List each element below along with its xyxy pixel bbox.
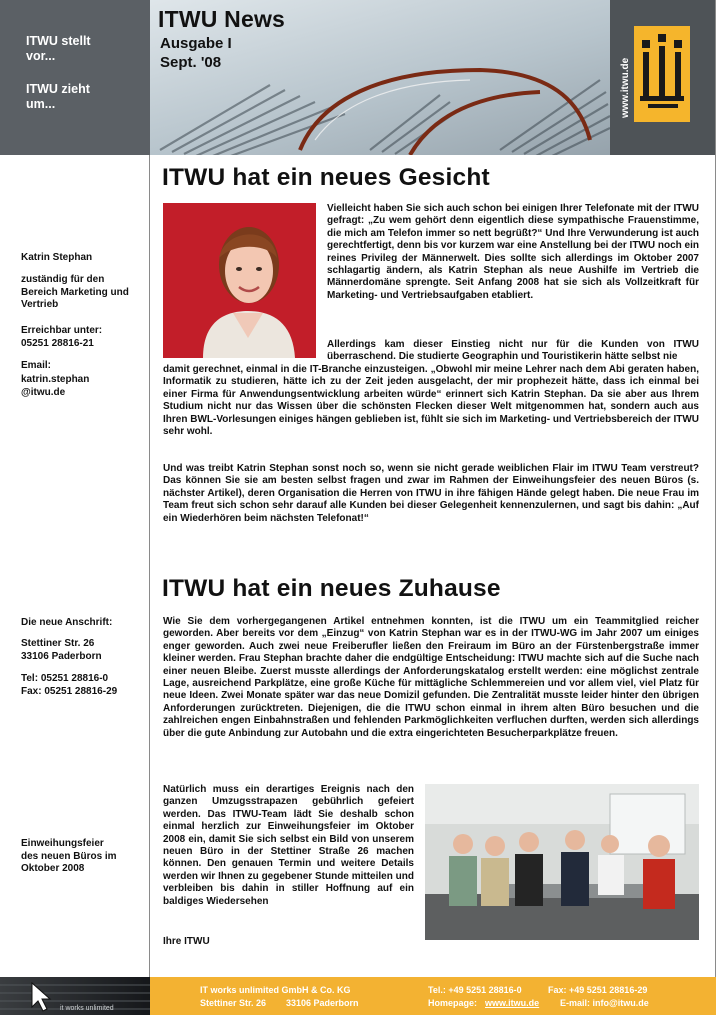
footer-homepage-link[interactable]: www.itwu.de bbox=[485, 998, 540, 1008]
address-tel: Tel: 05251 28816-0 bbox=[21, 673, 109, 684]
article1-title: ITWU hat ein neues Gesicht bbox=[162, 164, 490, 191]
footer-brand-area bbox=[0, 977, 150, 1015]
portrait-illustration bbox=[163, 203, 316, 358]
teaser-itwu-zieht-um: ITWU zieht um... bbox=[26, 82, 90, 111]
footer-contact-bar bbox=[150, 977, 716, 1015]
footer-email[interactable]: E-mail: info@itwu.de bbox=[560, 998, 649, 1008]
article1-paragraph-2a: Allerdings kam dieser Einstieg nicht nur für die Kunden von ITWU überraschend. Die studierte Geographin und Touristikerin hätte selbst nie bbox=[327, 339, 699, 363]
article1-paragraph-3: Und was treibt Katrin Stephan sonst noch so, wenn sie nicht gerade weiblichen Flair im ITWU Team verstreut? Das können Sie sie am besten selbst fragen und zwar im Rahmen der Einweihungsfeier des neuen Büros (s. nächster Artikel), deren Organisation die Herren von ITWU in ihre fähigen Hände gelegt haben. Die neue Frau im Team freut sich schon sehr darauf alle Kunden bei dieser Gelegenheit kennenzulernen, und sagt bis dahin: „Auf ein Wiederhören beim nächsten Telefonat!“ bbox=[163, 463, 699, 524]
article2-paragraph-2: Natürlich muss ein derartiges Ereignis nach den ganzen Umzugsstrapazen gebührlich gefeiert werden. Das ITWU-Team lädt Sie deshalb schon einmal herzlich zur Einweihungsfeier im Oktober 2008 ein, damit Sie sich selbst ein Bild von unserem neuen Büro in der Stettiner Straße 26 machen können. Den genauen Termin und weitere Details werden wir Ihnen zu gegebener Stunde mitteilen und verbleiben bis dahin in stiller Hoffnung auf ein baldiges Wiedersehen bbox=[163, 784, 414, 907]
contact-phone: 05251 28816-21 bbox=[21, 338, 94, 349]
article2-title: ITWU hat ein neues Zuhause bbox=[162, 575, 501, 602]
footer-fax: Fax: +49 5251 28816-29 bbox=[548, 985, 648, 995]
contact-email-label: Email: bbox=[21, 360, 52, 371]
teaser-itwu-stellt-vor: ITWU stellt vor... bbox=[26, 34, 91, 63]
address-street: Stettiner Str. 26 bbox=[21, 638, 95, 649]
article1-paragraph-2b: damit gerechnet, einmal in die IT-Branche einzusteigen. „Obwohl mir meine Lehrer nach dem Abi geraten haben, Informatik zu studieren, hätte ich zu der Zeit jeden ausgelacht, der mir prophezeit hätte, dass ich einmal bei einer Firma für Anwendungsentwicklung arbeiten würde“ erinnert sich Katrin Stephan. Da sie aber aus Ihrem Studium nicht nur das Wissen über die schönsten Flecken dieser Welt mitgenommen hat, sondern auch aus Ihren BWL-Vorlesungen einiges hängen geblieben ist, fühlt sie sich im Marketing- und Vertriebsbereich der ITWU sehr wohl. bbox=[163, 364, 700, 438]
page-right-border bbox=[715, 0, 716, 1015]
newsletter-title: ITWU News bbox=[158, 6, 286, 32]
team-photo-illustration bbox=[425, 784, 699, 940]
footer-city: 33106 Paderborn bbox=[286, 998, 359, 1008]
photo-katrin-stephan bbox=[163, 203, 316, 358]
footer-street: Stettiner Str. 26 bbox=[200, 998, 267, 1008]
footer-company: IT works unlimited GmbH & Co. KG bbox=[200, 985, 351, 995]
itwu-figure-icon bbox=[634, 26, 690, 122]
contact-name: Katrin Stephan bbox=[21, 252, 93, 263]
logo-url-vertical-text bbox=[616, 30, 632, 120]
cursor-arrow-icon bbox=[0, 977, 150, 1015]
address-city: 33106 Paderborn bbox=[21, 651, 102, 662]
photo-itwu-team-office bbox=[425, 784, 699, 940]
address-fax: Fax: 05251 28816-29 bbox=[21, 686, 118, 697]
contact-email-part2[interactable]: @itwu.de bbox=[21, 387, 66, 398]
itwu-logo-mark bbox=[634, 26, 690, 122]
address-label: Die neue Anschrift: bbox=[21, 617, 113, 628]
contact-role: zuständig für den Bereich Marketing und Vertrieb bbox=[21, 274, 129, 310]
newsletter-issue: Ausgabe I bbox=[160, 35, 232, 52]
svg-text:www.itwu.de: www.itwu.de bbox=[620, 57, 631, 118]
newsletter-date: Sept. '08 bbox=[160, 54, 222, 71]
contact-reach-label: Erreichbar unter: bbox=[21, 325, 103, 336]
footer-tel: Tel.: +49 5251 28816-0 bbox=[428, 985, 522, 995]
event-note: Einweihungsfeier des neuen Büros im Oktober 2008 bbox=[21, 838, 117, 874]
sidebar-header bbox=[0, 0, 150, 155]
svg-text:it works unlimited: it works unlimited bbox=[60, 1005, 114, 1012]
contact-email-part1[interactable]: katrin.stephan bbox=[21, 374, 90, 385]
footer-homepage-label: Homepage: bbox=[428, 998, 478, 1008]
sidebar-divider bbox=[149, 155, 150, 977]
article2-signoff: Ihre ITWU bbox=[163, 936, 210, 947]
itwu-logo-box bbox=[610, 0, 716, 155]
article1-paragraph-1: Vielleicht haben Sie sich auch schon bei einigen Ihrer Telefonate mit der ITWU gefragt: „Zu wem gehört denn eigentlich diese sympathische Frauenstimme, die mich am Telefon immer so nett begrüßt?“ Und Ihre Verwunderung ist auch gerechtfertigt, denn bis vor kurzem war eine Anstellung bei der ITWU noch ein reines Privileg der Männerwelt. Dies sollte sich allerdings im Oktober 2007 schlagartig ändern, als Katrin Stephan als neue Aushilfe im Vertrieb die Männerdomäne sprengte. Seit Anfang 2008 hat sie sich als Vollzeitkraft für Marketing- und Vertriebsaufgaben etabliert. bbox=[327, 203, 699, 301]
article2-paragraph-1: Wie Sie dem vorhergegangenen Artikel entnehmen konnten, ist die ITWU um ein Teammitglied reicher geworden. Aber bereits vor dem „Einzug“ von Katrin Stephan war es in der ITWU-WG im Jahr 2007 um einiges enger geworden. Auch zwei neue Freiberufler ließen den Freiraum im Büro an der Fürstenbergstraße immer kleiner werden. Frau Stephan brachte daher die endgültige Entscheidung: ITWU machte sich auf die Suche nach einer neuen Bleibe. Zuerst musste allerdings der Anforderungskatalog erstellt werden: eine möglichst zentrale Lage, ausreichend Parkplätze, eine große Küche für mittägliche Schlemmereien und vor allem viel, viel Platz für neue Ideen. Zwei Monate später war das neue Domizil gefunden. Die Zentralität musste leider hinter den übrigen Anforderungen zurücktreten. Diejenigen, die die ITWU schon einmal in ihrem alten Büro besuchen und die zahlreichen engen Einbahnstraßen und fehlenden Parkmöglichkeiten verfluchen durften, werden sich allerdings über die gute Anbindung zur Autobahn und die extra eingerichteten Besucherparkplätze freuen. bbox=[163, 616, 699, 739]
